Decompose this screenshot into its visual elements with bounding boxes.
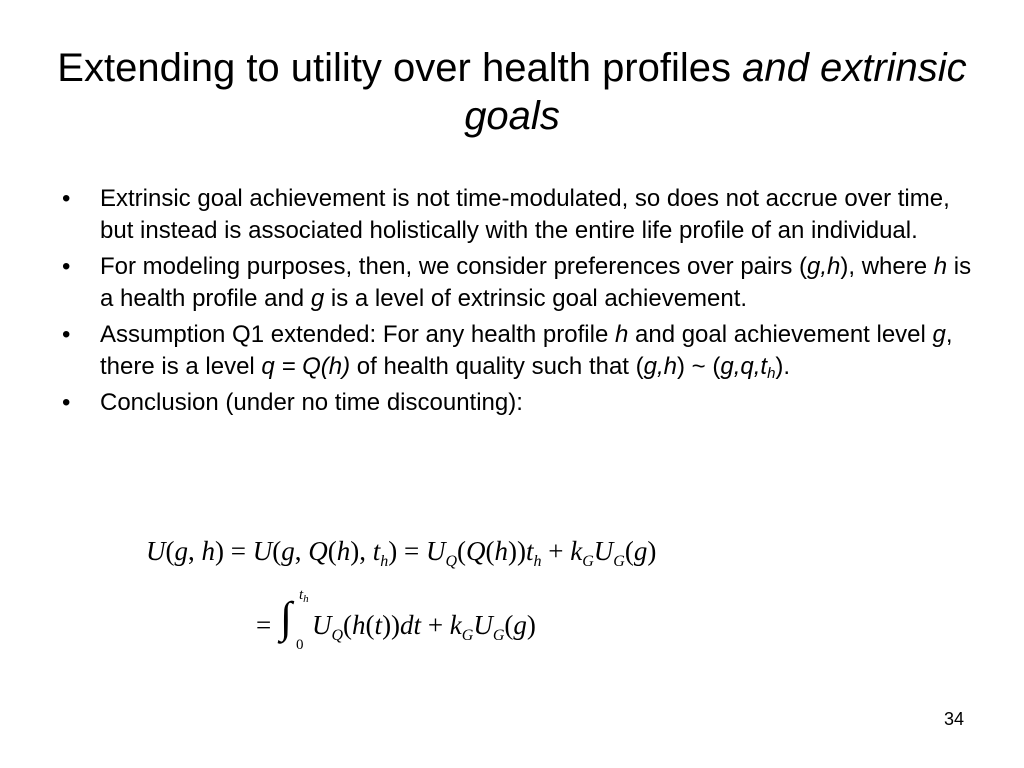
integral-upper-limit: $t_h$ — [298, 587, 309, 605]
bullet-item — [62, 183, 982, 246]
page-number: 34 — [943, 709, 964, 729]
bullet-text-segment: , there is a level — [100, 321, 953, 380]
bullet-item — [62, 319, 982, 382]
slide-title-main: Extending to utility over health profiles — [57, 46, 743, 90]
bullet-text-segment: is a health profile and — [100, 253, 972, 312]
bullet-text-segment: ) ~ ( — [677, 352, 721, 380]
bullet-text-segment: For modeling purposes, then, we consider preferences over pairs ( — [100, 253, 808, 280]
bullet-text-segment: of health quality such that ( — [350, 352, 644, 380]
bullet-dot: • — [62, 253, 71, 280]
bullet-text-segment: and goal achievement level — [628, 321, 933, 348]
slide-title — [40, 44, 984, 140]
bullet-italic-term: g,q,t — [720, 352, 768, 380]
bullet-italic-term: g,h — [807, 253, 841, 280]
bullet-text-segment: is a level of extrinsic goal achievement. — [324, 284, 748, 312]
bullet-italic-term: h — [933, 253, 948, 280]
bullet-text — [100, 321, 953, 380]
bullet-text-segment: ), where — [840, 253, 934, 280]
bullet-dot: • — [62, 389, 71, 416]
integral-sign: ∫ $t_h$ 0 — [279, 587, 309, 653]
bullet-italic-term: h — [614, 321, 629, 348]
equation-utility-decomposition: U(g, h) = U(g, Q(h), $t_h) = U_Q(Q(h))t_h + k_GU_G(g)$ — [146, 536, 657, 570]
equation-integral-form: = ∫ $t_h$ 0 $U_Q(h(t))dt + k_GU_G(g)$ — [256, 587, 536, 653]
bullet-item — [62, 251, 982, 314]
bullet-italic-term: q = Q(h) — [261, 352, 351, 380]
bullet-item — [62, 387, 982, 419]
bullet-text — [100, 253, 971, 312]
bullet-italic-term: g,h — [643, 352, 678, 380]
bullet-italic-term: g — [932, 321, 946, 348]
integral-lower-limit: 0 — [295, 637, 304, 653]
bullet-text-segment: Assumption Q1 extended: For any health profile — [100, 321, 615, 348]
bullet-italic-term: g — [310, 284, 325, 312]
bullet-text: Conclusion (under no time discounting): — [100, 389, 523, 416]
bullet-dot: • — [62, 321, 71, 348]
bullet-text: Extrinsic goal achievement is not time-modulated, so does not accrue over time, but instead is associated holistically with the entire life profile of an individual. — [100, 185, 950, 244]
slide-title-emphasis: and extrinsic goals — [464, 46, 967, 138]
bullet-text-segment: ). — [775, 352, 791, 380]
bullet-dot: • — [62, 185, 71, 212]
bullet-list — [62, 183, 982, 424]
bullet-italic-term: h — [767, 364, 776, 382]
